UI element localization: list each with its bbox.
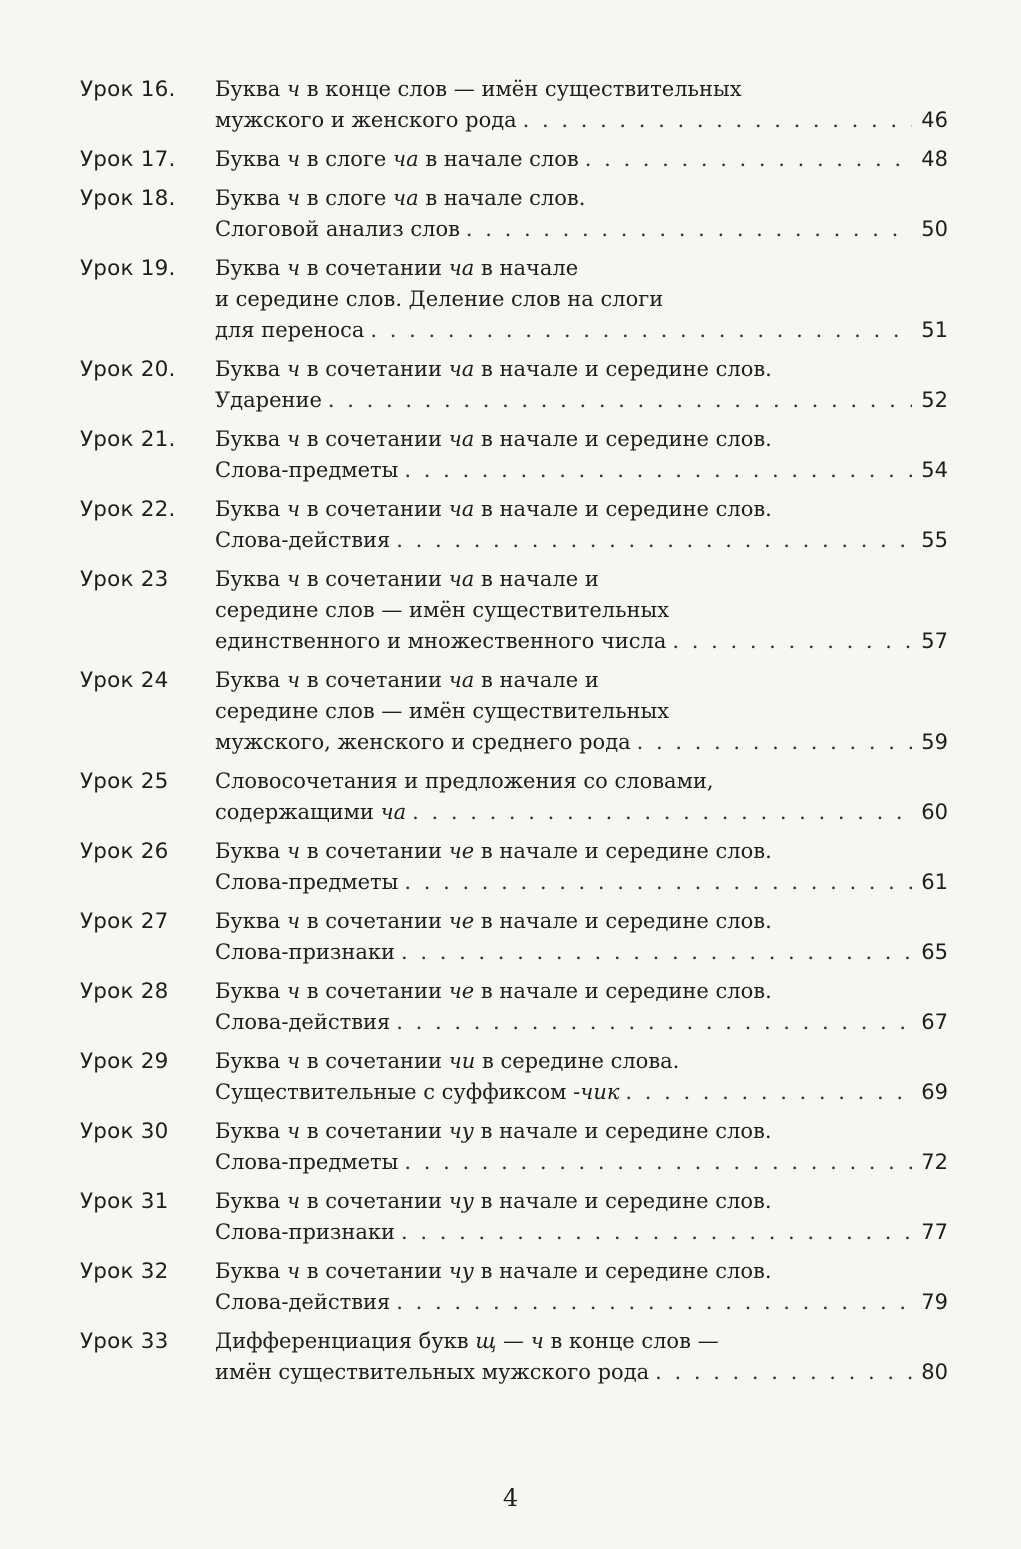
toc-entry [80, 564, 948, 657]
toc-entry [80, 1046, 948, 1108]
lesson-number: Урок 16. [80, 77, 176, 102]
lesson-title-line [215, 144, 948, 175]
lesson-title-line [215, 455, 948, 486]
lesson-title-line: и середине слов. Деление слов на слоги [215, 287, 664, 311]
toc-entry [80, 766, 948, 828]
lesson-number: Урок 27 [80, 909, 169, 934]
lesson-title-line: Буква ч в слоге ча в начале слов. [215, 186, 586, 210]
lesson-title [215, 906, 948, 968]
page-ref: 48 [921, 147, 948, 171]
dot-leader [523, 105, 912, 136]
lesson-title-line: Дифференциация букв щ — ч в конце слов — [215, 1329, 719, 1353]
toc-entry [80, 1326, 948, 1388]
lesson-title-line: Буква ч в сочетании че в начале и середине слов. [215, 909, 772, 933]
dot-leader [401, 1217, 912, 1248]
page-ref: 55 [921, 528, 948, 552]
table-of-contents [80, 74, 948, 1396]
dot-leader [401, 937, 912, 968]
lesson-title-line [215, 525, 948, 556]
toc-entry [80, 253, 948, 346]
lesson-title [215, 253, 948, 346]
toc-entry [80, 906, 948, 968]
lesson-title [215, 183, 948, 245]
dot-leader [637, 727, 912, 758]
lesson-title [215, 766, 948, 828]
lesson-title-text: мужского и женского рода [215, 108, 517, 132]
lesson-number: Урок 21. [80, 427, 176, 452]
dot-leader [396, 525, 912, 556]
lesson-title-line [215, 1287, 948, 1318]
dot-leader [404, 1147, 912, 1178]
lesson-number: Урок 30 [80, 1119, 169, 1144]
dot-leader [370, 315, 912, 346]
page-ref: 67 [921, 1010, 948, 1034]
page-ref: 72 [921, 1150, 948, 1174]
lesson-title-line [215, 385, 948, 416]
lesson-number: Урок 24 [80, 668, 169, 693]
lesson-title-line: Буква ч в сочетании чи в середине слова. [215, 1049, 680, 1073]
lesson-title-line: Буква ч в сочетании ча в начале и середине слов. [215, 357, 772, 381]
lesson-title-text: имён существительных мужского рода [215, 1360, 650, 1384]
lesson-title-line: середине слов — имён существительных [215, 598, 670, 622]
lesson-title-text: Слова-предметы [215, 1150, 399, 1174]
dot-leader [625, 1077, 912, 1108]
lesson-title [215, 1186, 948, 1248]
page-ref: 54 [921, 458, 948, 482]
toc-entry [80, 424, 948, 486]
lesson-title-text: Ударение [215, 388, 322, 412]
lesson-number: Урок 23 [80, 567, 169, 592]
dot-leader [404, 455, 912, 486]
toc-entry [80, 74, 948, 136]
toc-entry [80, 1256, 948, 1318]
lesson-title-line [215, 867, 948, 898]
page-ref: 61 [921, 870, 948, 894]
lesson-title-line [215, 1007, 948, 1038]
lesson-title-line [215, 214, 948, 245]
toc-entry [80, 354, 948, 416]
lesson-title-text: единственного и множественного числа [215, 629, 667, 653]
toc-entry [80, 665, 948, 758]
lesson-number: Урок 32 [80, 1259, 169, 1284]
lesson-title [215, 665, 948, 758]
page-ref: 59 [921, 730, 948, 754]
lesson-title-line: Словосочетания и предложения со словами, [215, 769, 714, 793]
lesson-number: Урок 26 [80, 839, 169, 864]
page-ref: 65 [921, 940, 948, 964]
lesson-title-text: Слова-предметы [215, 870, 399, 894]
lesson-title-line: Буква ч в сочетании чу в начале и середине слов. [215, 1189, 772, 1213]
lesson-title [215, 494, 948, 556]
dot-leader [585, 144, 912, 175]
lesson-number: Урок 25 [80, 769, 169, 794]
lesson-title-text: Слова-признаки [215, 940, 396, 964]
lesson-title-line [215, 1357, 948, 1388]
lesson-number: Урок 28 [80, 979, 169, 1004]
lesson-title-line: Буква ч в сочетании чу в начале и середине слов. [215, 1259, 772, 1283]
lesson-title-text: для переноса [215, 318, 365, 342]
lesson-title [215, 144, 948, 175]
dot-leader [328, 385, 912, 416]
lesson-title-text: Слова-действия [215, 1010, 391, 1034]
page-ref: 51 [921, 318, 948, 342]
dot-leader [412, 797, 912, 828]
lesson-title-text: Буква ч в слоге ча в начале слов [215, 147, 579, 171]
page-ref: 79 [921, 1290, 948, 1314]
lesson-title-text: Слова-предметы [215, 458, 399, 482]
lesson-title [215, 74, 948, 136]
page-ref: 77 [921, 1220, 948, 1244]
page-ref: 69 [921, 1080, 948, 1104]
lesson-number: Урок 33 [80, 1329, 169, 1354]
lesson-number: Урок 31 [80, 1189, 169, 1214]
lesson-title [215, 1046, 948, 1108]
page-number: 4 [502, 1484, 519, 1512]
page-ref: 50 [921, 217, 948, 241]
page-ref: 60 [921, 800, 948, 824]
lesson-title-line [215, 797, 948, 828]
lesson-title [215, 564, 948, 657]
toc-entry [80, 976, 948, 1038]
lesson-title [215, 976, 948, 1038]
lesson-title-line [215, 1147, 948, 1178]
lesson-title-line: Буква ч в сочетании ча в начале и середине слов. [215, 427, 772, 451]
lesson-title-line: Буква ч в сочетании чу в начале и середине слов. [215, 1119, 772, 1143]
lesson-title-text: Существительные с суффиксом -чик [215, 1080, 620, 1104]
lesson-title-line: Буква ч в сочетании ча в начале и середине слов. [215, 497, 772, 521]
lesson-title-line: Буква ч в конце слов — имён существительных [215, 77, 742, 101]
lesson-number: Урок 19. [80, 256, 176, 281]
lesson-title [215, 1326, 948, 1388]
lesson-title-line: Буква ч в сочетании ча в начале и [215, 668, 599, 692]
lesson-title-line [215, 1077, 948, 1108]
lesson-number: Урок 20. [80, 357, 176, 382]
lesson-title-text: мужского, женского и среднего рода [215, 730, 631, 754]
dot-leader [404, 867, 912, 898]
lesson-title-line [215, 626, 948, 657]
page-ref: 52 [921, 388, 948, 412]
lesson-title [215, 836, 948, 898]
page-ref: 57 [921, 629, 948, 653]
lesson-title-line [215, 315, 948, 346]
dot-leader [672, 626, 912, 657]
lesson-title-line: Буква ч в сочетании ча в начале и [215, 567, 599, 591]
lesson-number: Урок 17. [80, 147, 176, 172]
toc-entry [80, 1116, 948, 1178]
lesson-title-text: Слова-признаки [215, 1220, 396, 1244]
lesson-title-line [215, 1217, 948, 1248]
lesson-title-line: Буква ч в сочетании ча в начале [215, 256, 579, 280]
lesson-title-text: Слова-действия [215, 1290, 391, 1314]
dot-leader [396, 1007, 912, 1038]
lesson-title-line: середине слов — имён существительных [215, 699, 670, 723]
lesson-number: Урок 18. [80, 186, 176, 211]
lesson-title [215, 1256, 948, 1318]
lesson-title-line [215, 727, 948, 758]
toc-entry [80, 1186, 948, 1248]
lesson-number: Урок 22. [80, 497, 176, 522]
lesson-title-text: Слоговой анализ слов [215, 217, 460, 241]
lesson-title-line [215, 937, 948, 968]
lesson-title [215, 354, 948, 416]
lesson-title-text: содержащими ча [215, 800, 407, 824]
lesson-number: Урок 29 [80, 1049, 169, 1074]
page-ref: 46 [921, 108, 948, 132]
toc-entry [80, 494, 948, 556]
lesson-title-text: Слова-действия [215, 528, 391, 552]
page-ref: 80 [921, 1360, 948, 1384]
dot-leader [396, 1287, 912, 1318]
lesson-title-line: Буква ч в сочетании че в начале и середине слов. [215, 839, 772, 863]
lesson-title [215, 1116, 948, 1178]
toc-entry [80, 144, 948, 175]
lesson-title [215, 424, 948, 486]
lesson-title-line: Буква ч в сочетании че в начале и середине слов. [215, 979, 772, 1003]
lesson-title-line [215, 105, 948, 136]
dot-leader [655, 1357, 912, 1388]
dot-leader [466, 214, 912, 245]
toc-entry [80, 836, 948, 898]
toc-entry [80, 183, 948, 245]
